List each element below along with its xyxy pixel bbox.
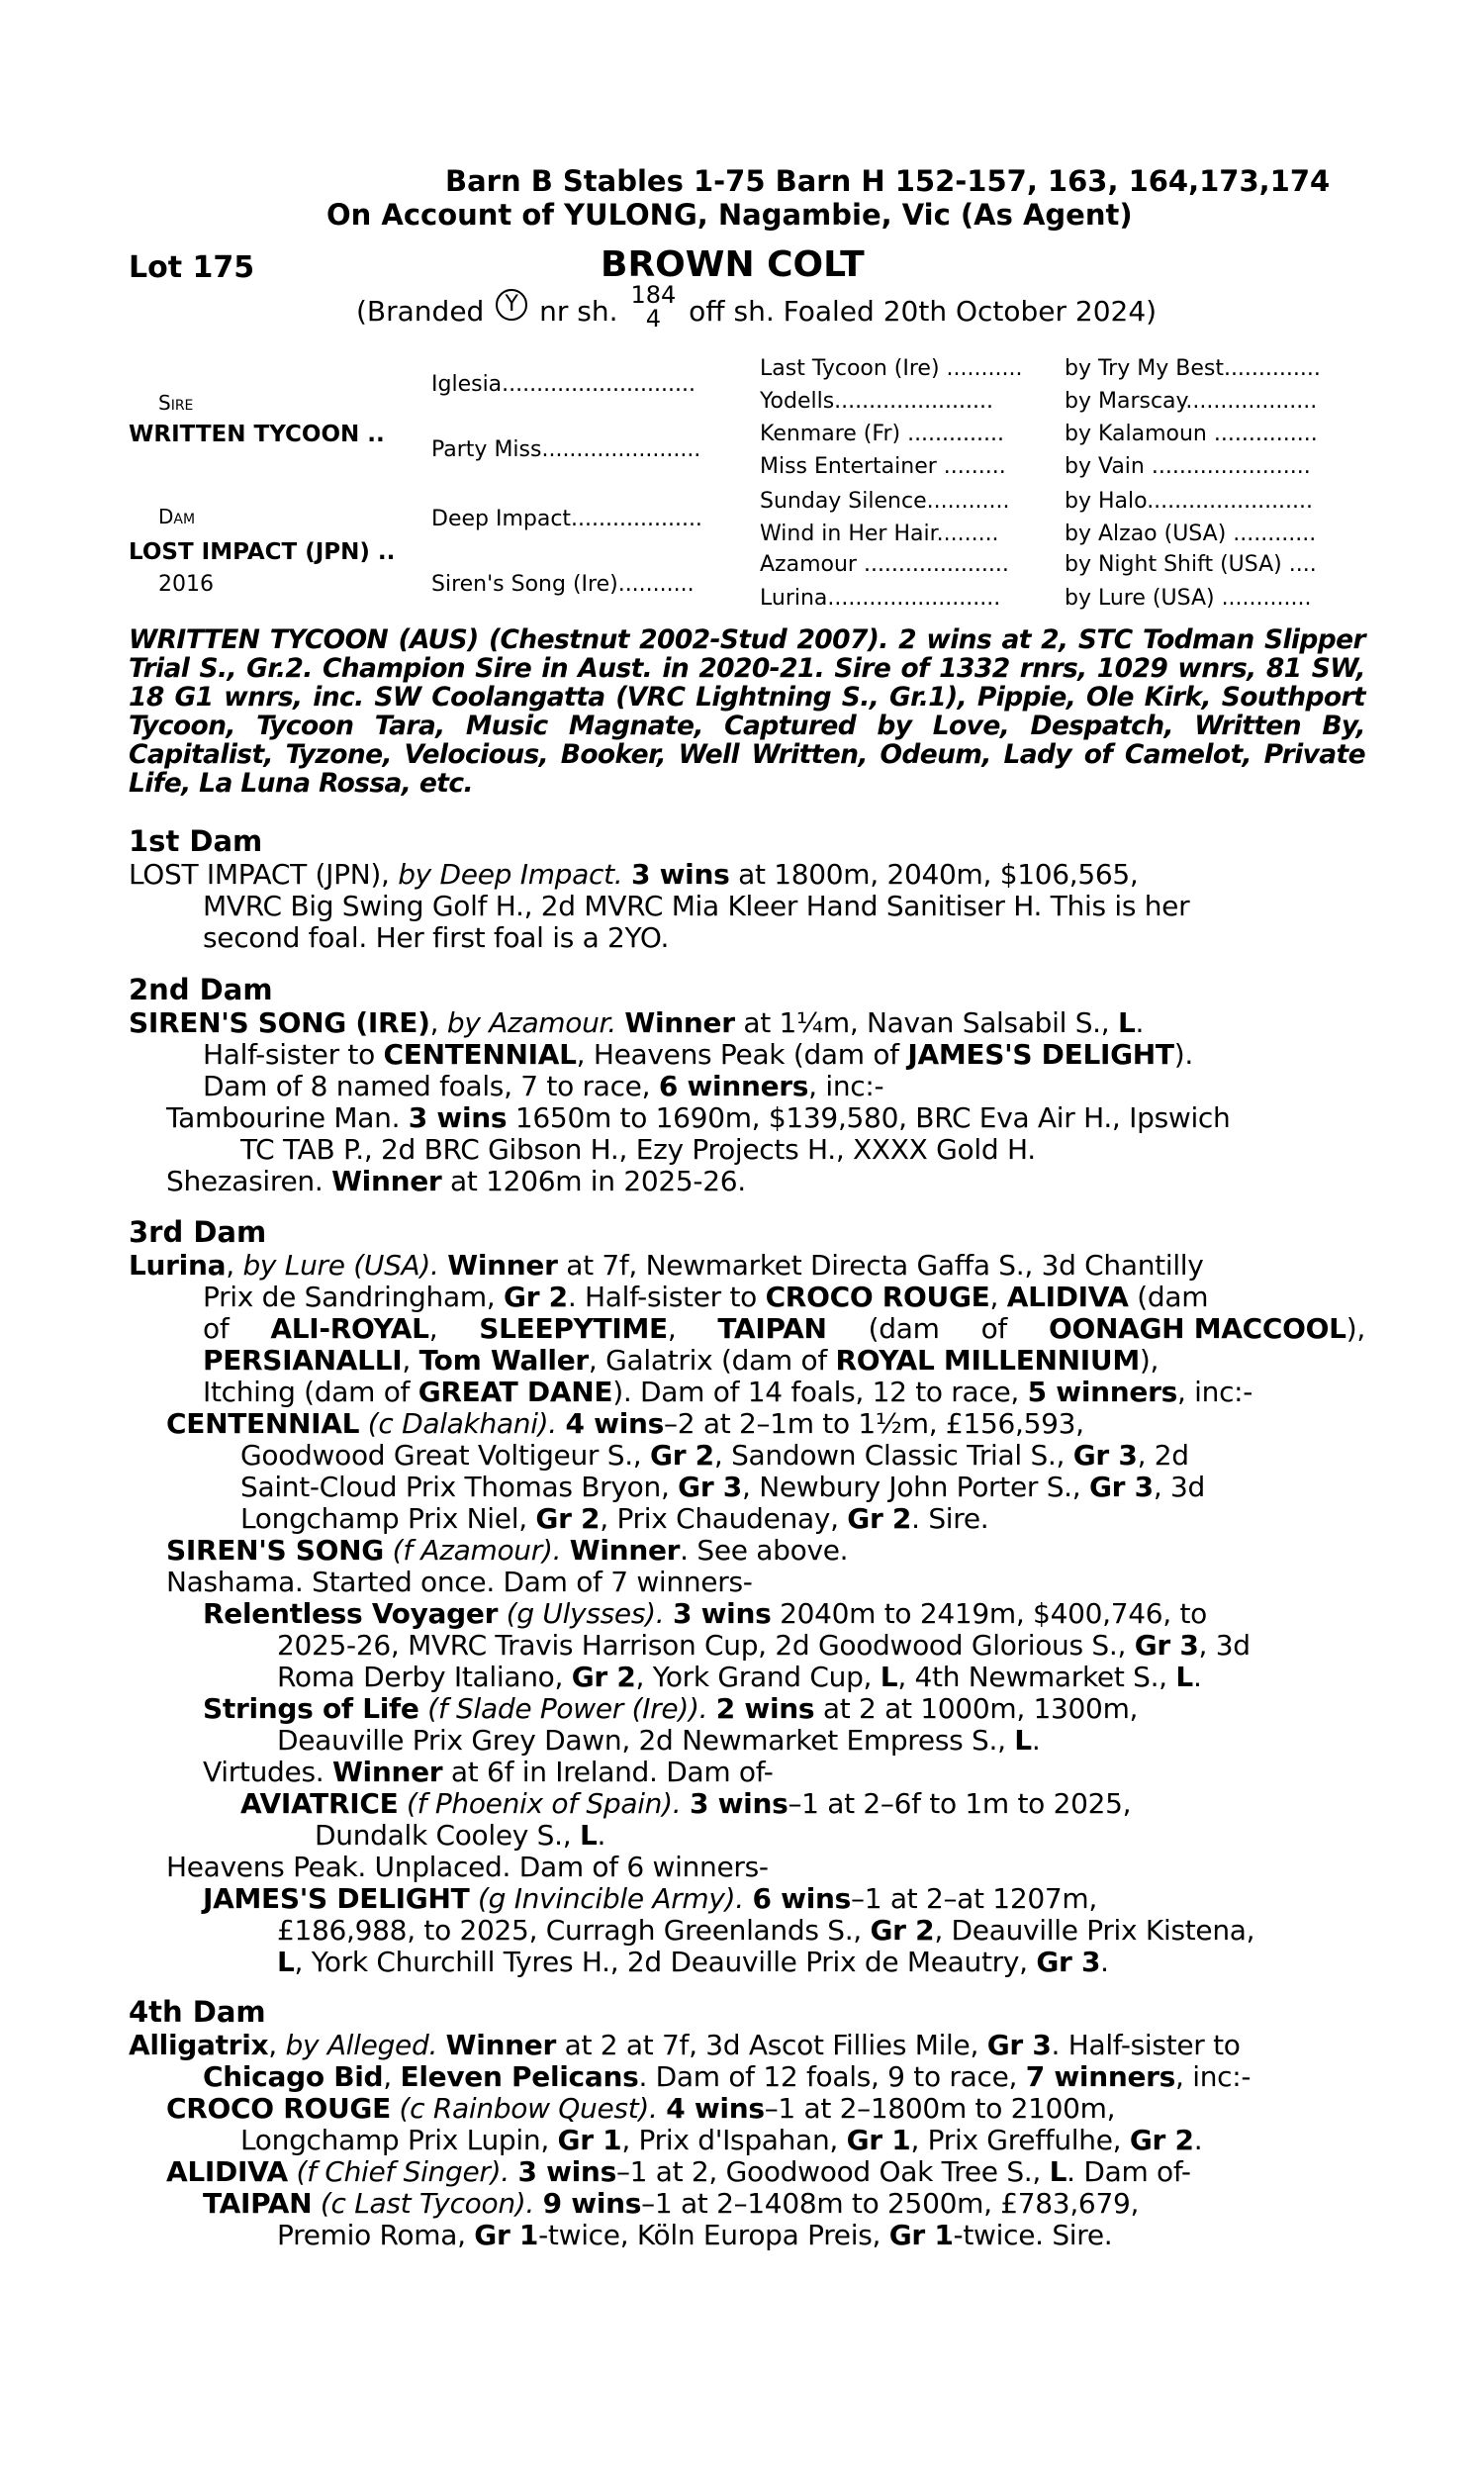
dam3-c4: , — [667, 1312, 677, 1345]
aviatrice-wins: 3 wins — [689, 1787, 788, 1820]
dam3-5w: 5 winners — [1027, 1376, 1177, 1408]
dam3-line1 — [129, 1249, 1204, 1282]
gen4-4: by Vain ....................... — [1065, 454, 1311, 479]
aviatrice-cooley: Dundalk Cooley S., — [315, 1819, 572, 1852]
centennial-line2: Goodwood Great Voltigeur S., Gr 2, Sandown Classic Trial S., Gr 3, 2d — [240, 1439, 1189, 1472]
alidiva-line — [166, 2155, 1191, 2188]
taipan-sire: -twice. Sire. — [953, 2219, 1113, 2251]
centennial-sex: (c Dalakhani). — [367, 1407, 557, 1440]
sirens-song-sex: (f Azamour). — [392, 1534, 562, 1567]
dam3-great: GREAT DANE — [417, 1376, 613, 1408]
taipan-koln: -twice, Köln Europa Preis, — [538, 2219, 881, 2251]
dam3-inc: , inc:- — [1176, 1376, 1253, 1408]
gen4-2: by Marscay................... — [1065, 389, 1318, 414]
dam3-of2: of — [980, 1312, 1007, 1345]
dam3-taipan-wrap — [717, 1312, 826, 1345]
brand-number-bottom: 4 — [645, 305, 661, 333]
section-2nd-dam: 2nd Dam — [129, 973, 273, 1006]
centennial-record: –2 at 2–1m to 1½m, £156,593, — [664, 1407, 1084, 1440]
relentless-record: 2040m to 2419m, $400,746, to — [780, 1597, 1207, 1630]
gen4-7: by Night Shift (USA) .... — [1065, 552, 1317, 577]
dam4-comma: , — [268, 2029, 277, 2061]
alidiva-damof: . Dam of- — [1067, 2155, 1191, 2188]
heavens-peak-line: Heavens Peak. Unplaced. Dam of 6 winners- — [166, 1851, 769, 1883]
taipan-wins: 9 wins — [542, 2187, 642, 2220]
croco-gr2: Gr 2 — [1129, 2124, 1194, 2156]
taipan-gr1a: Gr 1 — [474, 2219, 539, 2251]
croco-gr1b: Gr 1 — [846, 2124, 911, 2156]
dam3-aliroyal: ALI-ROYAL — [270, 1312, 429, 1345]
gen3-3: Kenmare (Fr) .............. — [760, 422, 1004, 446]
virtudes-line — [203, 1756, 774, 1788]
dam2-name: SIREN'S SONG (IRE) — [129, 1006, 430, 1039]
dam4-foals: . Dam of 12 foals, 9 to race, — [638, 2060, 1018, 2093]
shezasiren-winner: Winner — [331, 1165, 442, 1197]
gen4-6: by Alzao (USA) ............ — [1065, 522, 1317, 546]
centennial-gr2a: Gr 2 — [650, 1439, 714, 1472]
dam3-dam14: ). Dam of 14 foals, 12 to race, — [612, 1376, 1020, 1408]
dam4-chicago: Chicago Bid — [203, 2060, 384, 2093]
centennial-sandown: Sandown Classic Trial S., — [731, 1439, 1066, 1472]
sirens-song-see: . See above. — [680, 1534, 849, 1567]
dam3-galatrix: Galatrix (dam of — [605, 1344, 827, 1377]
tambourine-name: Tambourine Man. — [166, 1101, 401, 1134]
dam3-gr2: Gr 2 — [504, 1281, 568, 1313]
gen4-1: by Try My Best.............. — [1065, 356, 1321, 381]
alidiva-L: L — [1049, 2155, 1067, 2188]
dam3-sleepy-wrap — [479, 1312, 676, 1345]
sire-description: WRITTEN TYCOON (AUS) (Chestnut 2002-Stud 2007). 2 wins at 2, STC Todman Slipper Trial S., Gr.2. Champion Sire in Aust. in 2020-21. Sire of 1332 rnrs, 1029 wnrs, 81 SW, 18 G1 wnrs, inc. SW Coolangatta (VRC Lightning S., Gr.1), Pippie, Ole Kirk, Southport Tycoon, Tycoon Tara, Music Magnate, Captured by Love, Despatch, Written By, Capitalist, Tyzone, Velocious, Booker, Well Written, Odeum, Lady of Camelot, Private Life, La Luna Rossa, etc. — [129, 624, 1365, 799]
strings-line2: Deauville Prix Grey Dawn, 2d Newmarket Empress S., L. — [277, 1724, 1041, 1757]
relentless-roma: Roma Derby Italiano, — [277, 1661, 564, 1693]
dam2-heavens: , Heavens Peak (dam of — [576, 1038, 899, 1071]
dam3-c5: , — [402, 1344, 411, 1377]
shezasiren-line — [166, 1165, 746, 1197]
dam3-dam-open: (dam — [1137, 1281, 1209, 1313]
gen3-1: Last Tycoon (Ire) ........... — [760, 356, 1023, 381]
dam2-close: ). — [1173, 1038, 1193, 1071]
brand-number-top: 184 — [630, 281, 677, 309]
dam4-gr3: Gr 3 — [986, 2029, 1052, 2061]
aviatrice-line2: Dundalk Cooley S., L. — [315, 1819, 606, 1852]
relentless-line3: Roma Derby Italiano, Gr 2, York Grand Cup, L, 4th Newmarket S., L. — [277, 1661, 1202, 1693]
brand-line — [356, 281, 1158, 336]
gen3-8: Lurina......................... — [760, 586, 1001, 611]
gen3-5: Sunday Silence............ — [760, 489, 1010, 514]
alidiva-wins: 3 wins — [517, 2155, 616, 2188]
dam2-winner: Winner — [624, 1006, 735, 1039]
tambourine-line1 — [166, 1101, 1230, 1134]
taipan-line1 — [203, 2187, 1139, 2220]
jd-kistena: , Deauville Prix Kistena, — [934, 1914, 1255, 1947]
dam2-sire: by Azamour. — [446, 1006, 616, 1039]
brand-rest: off sh. Foaled 20th October 2024) — [689, 295, 1158, 328]
dam2-jd: JAMES'S DELIGHT — [907, 1038, 1174, 1071]
shezasiren-name: Shezasiren. — [166, 1165, 324, 1197]
centennial-wins: 4 wins — [565, 1407, 665, 1440]
dam-dam: Siren's Song (Ire)........... — [431, 572, 695, 597]
dam4-7w: 7 winners — [1025, 2060, 1176, 2093]
centennial-bryon: Saint-Cloud Prix Thomas Bryon, — [240, 1471, 670, 1503]
section-1st-dam: 1st Dam — [129, 824, 263, 858]
tambourine-record: 1650m to 1690m, $139,580, BRC Eva Air H., Ipswich — [514, 1101, 1231, 1134]
brand-open: (Branded — [356, 295, 485, 328]
dam3-aliroyal-wrap — [270, 1312, 437, 1345]
sire-name: WRITTEN TYCOON .. — [129, 422, 385, 447]
relentless-sex: (g Ulysses). — [506, 1597, 665, 1630]
dam2-halfsister-label: Half-sister to — [203, 1038, 375, 1071]
centennial-gr3a: Gr 3 — [1072, 1439, 1138, 1472]
dam3-c6: , — [588, 1344, 598, 1377]
section-4th-dam: 4th Dam — [129, 1995, 266, 2029]
dam3-persian: PERSIANALLI — [203, 1344, 403, 1377]
croco-name: CROCO ROUGE — [166, 2092, 391, 2125]
dam4-record: at 2 at 7f, 3d Ascot Fillies Mile, — [564, 2029, 979, 2061]
croco-line1 — [166, 2092, 1115, 2125]
dam1-line1 — [129, 858, 1139, 891]
dam3-paren: (dam — [868, 1312, 940, 1345]
dam3-tom: Tom Waller — [418, 1344, 589, 1377]
dam3-oonagh: OONAGH MACCOOL — [1048, 1312, 1346, 1345]
dam-sire: Deep Impact................... — [431, 507, 702, 531]
aviatrice-L: L — [579, 1819, 598, 1852]
relentless-line2: 2025-26, MVRC Travis Harrison Cup, 2d Goodwood Glorious S., Gr 3, 3d — [277, 1629, 1251, 1662]
dam4-line2: Chicago Bid, Eleven Pelicans. Dam of 12 foals, 9 to race, 7 winners, inc:- — [203, 2060, 1252, 2093]
relentless-name: Relentless Voyager — [203, 1597, 499, 1630]
dam2-foals: Dam of 8 named foals, 7 to race, — [203, 1070, 651, 1102]
dam3-alidiva: ALIDIVA — [1006, 1281, 1129, 1313]
centennial-line4: Longchamp Prix Niel, Gr 2, Prix Chaudenay, Gr 2. Sire. — [240, 1502, 989, 1535]
dam1-name: LOST IMPACT (JPN), — [129, 858, 390, 891]
jd-line3: L, York Churchill Tyres H., 2d Deauville Prix de Meautry, Gr 3. — [277, 1946, 1109, 1978]
jd-line1 — [203, 1882, 1097, 1915]
dam4-name: Alligatrix — [129, 2029, 269, 2061]
relentless-wins: 3 wins — [672, 1597, 772, 1630]
centennial-line3: Saint-Cloud Prix Thomas Bryon, Gr 3, Newbury John Porter S., Gr 3, 3d — [240, 1471, 1206, 1503]
gen3-6: Wind in Her Hair......... — [760, 522, 999, 546]
relentless-3d: 3d — [1215, 1629, 1251, 1662]
dam3-croco: CROCO ROUGE — [765, 1281, 990, 1313]
dam2-inc: , inc:- — [808, 1070, 884, 1102]
dam3-line5 — [203, 1376, 1252, 1408]
strings-name: Strings of Life — [203, 1692, 419, 1725]
dam2-line2 — [203, 1038, 1193, 1071]
lot-number: Lot 175 — [129, 250, 255, 285]
jd-gr3: Gr 3 — [1036, 1946, 1101, 1978]
gen3-4: Miss Entertainer ......... — [760, 454, 1006, 479]
gen4-8: by Lure (USA) ............. — [1065, 586, 1312, 611]
jd-line2 — [277, 1914, 1254, 1947]
alidiva-sex: (f Chief Singer). — [296, 2155, 510, 2188]
dam3-record: at 7f, Newmarket Directa Gaffa S., 3d Chantilly — [566, 1249, 1204, 1282]
brand-mark-icon: Y — [496, 289, 527, 321]
sale-location: Barn B Stables 1-75 Barn H 152-157, 163, 164,173,174 — [445, 164, 1331, 198]
dam2-comma: , — [429, 1006, 439, 1039]
sirens-song-line — [166, 1534, 848, 1567]
strings-deauville: Deauville Prix Grey Dawn, 2d Newmarket Empress S., — [277, 1724, 1006, 1757]
centennial-niel: Longchamp Prix Niel, — [240, 1502, 527, 1535]
dam3-comma2: , — [989, 1281, 999, 1313]
jd-york: , York Churchill Tyres H., 2d Deauville Prix de Meautry, — [294, 1946, 1028, 1978]
dam3-c3: , — [428, 1312, 438, 1345]
strings-sex: (f Slade Power (Ire)). — [427, 1692, 708, 1725]
relentless-L1: L — [880, 1661, 898, 1693]
centennial-chaudenay: Prix Chaudenay, — [616, 1502, 839, 1535]
shezasiren-record: at 1206m in 2025-26. — [450, 1165, 746, 1197]
centennial-name: CENTENNIAL — [166, 1407, 360, 1440]
strings-L: L — [1014, 1724, 1032, 1757]
grandsire: Iglesia............................ — [431, 372, 696, 397]
brand-nr: nr sh. — [539, 295, 618, 328]
jd-gr2: Gr 2 — [870, 1914, 935, 1947]
virtudes-record: at 6f in Ireland. Dam of- — [450, 1756, 774, 1788]
taipan-record: –1 at 2–1408m to 2500m, £783,679, — [641, 2187, 1140, 2220]
dam3-line3 — [203, 1312, 1365, 1345]
aviatrice-record: –1 at 2–6f to 1m to 2025, — [788, 1787, 1132, 1820]
dam3-sleepy: SLEEPYTIME — [479, 1312, 668, 1345]
taipan-roma: Premio Roma, — [277, 2219, 466, 2251]
relentless-gr2: Gr 2 — [571, 1661, 636, 1693]
centennial-gr2c: Gr 2 — [847, 1502, 912, 1535]
centennial-gr2b: Gr 2 — [535, 1502, 601, 1535]
dam3-itching: Itching (dam of — [203, 1376, 411, 1408]
croco-record: –1 at 2–1800m to 2100m, — [764, 2092, 1116, 2125]
relentless-york: , York Grand Cup, — [635, 1661, 873, 1693]
nashama-line: Nashama. Started once. Dam of 7 winners- — [166, 1566, 753, 1598]
dam1-wins: 3 wins — [630, 858, 730, 891]
dam3-line4: PERSIANALLI, Tom Waller, Galatrix (dam of ROYAL MILLENNIUM), — [203, 1344, 1159, 1377]
dam2-winners: 6 winners — [658, 1070, 809, 1102]
relentless-travis: 2025-26, MVRC Travis Harrison Cup, 2d Goodwood Glorious S., — [277, 1629, 1127, 1662]
dam4-line1 — [129, 2029, 1241, 2061]
virtudes-winner: Winner — [331, 1756, 443, 1788]
sire-label: Sire — [158, 391, 194, 415]
centennial-gr3c: Gr 3 — [1088, 1471, 1154, 1503]
centennial-voltigeur: Goodwood Great Voltigeur S., — [240, 1439, 642, 1472]
jd-L: L — [277, 1946, 295, 1978]
gen4-5: by Halo........................ — [1065, 489, 1314, 514]
strings-wins: 2 wins — [715, 1692, 815, 1725]
dam3-comma: , — [226, 1249, 234, 1282]
dam1-line2: MVRC Big Swing Golf H., 2d MVRC Mia Kleer Hand Sanitiser H. This is her — [203, 890, 1190, 922]
gen3-2: Yodells....................... — [760, 389, 994, 414]
dam1-record: at 1800m, 2040m, $106,565, — [738, 858, 1139, 891]
dam2-listed: L — [1118, 1006, 1136, 1039]
aviatrice-name: AVIATRICE — [240, 1787, 399, 1820]
relentless-gr3: Gr 3 — [1134, 1629, 1199, 1662]
alidiva-name: ALIDIVA — [166, 2155, 288, 2188]
dam1-line3: second foal. Her first foal is a 2YO. — [203, 921, 670, 954]
sirens-song-winner: Winner — [569, 1534, 681, 1567]
dam3-of: of — [203, 1312, 230, 1345]
jd-wins: 6 wins — [752, 1882, 851, 1915]
centennial-2d: 2d — [1154, 1439, 1189, 1472]
centennial-3d: 3d — [1170, 1471, 1206, 1503]
dam4-sire: by Alleged. — [285, 2029, 438, 2061]
tambourine-line2: TC TAB P., 2d BRC Gibson H., Ezy Projects H., XXXX Gold H. — [240, 1133, 1036, 1166]
croco-lupin: Longchamp Prix Lupin, — [240, 2124, 549, 2156]
jd-record: –1 at 2–at 1207m, — [851, 1882, 1097, 1915]
strings-line1 — [203, 1692, 1138, 1725]
strings-record: at 2 at 1000m, 1300m, — [822, 1692, 1139, 1725]
brand-number — [630, 283, 676, 331]
dam4-winner: Winner — [445, 2029, 557, 2061]
jd-greenlands: £186,988, to 2025, Curragh Greenlands S., — [277, 1914, 862, 1947]
dam2-line1 — [129, 1006, 1144, 1039]
centennial-line1 — [166, 1407, 1084, 1440]
dam4-eleven: Eleven Pelicans — [400, 2060, 639, 2093]
foaling-year: 2016 — [158, 572, 214, 597]
dam3-sandringham: Prix de Sandringham, — [203, 1281, 496, 1313]
aviatrice-line1 — [240, 1787, 1131, 1820]
croco-greffulhe: , Prix Greffulhe, — [910, 2124, 1122, 2156]
lot-title: BROWN COLT — [601, 244, 865, 285]
dam-label: Dam — [158, 505, 196, 528]
vendor-line: On Account of YULONG, Nagambie, Vic (As Agent) — [326, 198, 1133, 232]
centennial-sire: Sire. — [928, 1502, 989, 1535]
centennial-porter: Newbury John Porter S., — [759, 1471, 1081, 1503]
jd-name: JAMES'S DELIGHT — [203, 1882, 470, 1915]
taipan-sex: (c Last Tycoon). — [320, 2187, 535, 2220]
section-3rd-dam: 3rd Dam — [129, 1215, 267, 1249]
sire-dam: Party Miss....................... — [431, 437, 701, 462]
aviatrice-sex: (f Phoenix of Spain). — [407, 1787, 682, 1820]
dam3-line2 — [203, 1281, 1208, 1313]
gen4-3: by Kalamoun ............... — [1065, 422, 1318, 446]
relentless-newmarket: , 4th Newmarket S., — [897, 1661, 1167, 1693]
dam3-taipan: TAIPAN — [717, 1312, 827, 1345]
taipan-gr1b: Gr 1 — [888, 2219, 954, 2251]
croco-ispahan: , Prix d'Ispahan, — [621, 2124, 839, 2156]
taipan-line2 — [277, 2219, 1112, 2251]
croco-gr1a: Gr 1 — [557, 2124, 622, 2156]
alidiva-record: –1 at 2, Goodwood Oak Tree S., — [615, 2155, 1041, 2188]
dam2-centennial: CENTENNIAL — [383, 1038, 577, 1071]
dam4-inc: , inc:- — [1175, 2060, 1252, 2093]
dam3-half: . Half-sister to — [567, 1281, 757, 1313]
relentless-L2: L — [1175, 1661, 1193, 1693]
jd-sex: (g Invincible Army). — [478, 1882, 744, 1915]
centennial-gr3b: Gr 3 — [678, 1471, 742, 1503]
taipan-name: TAIPAN — [203, 2187, 313, 2220]
dam2-period: . — [1135, 1006, 1145, 1039]
croco-wins: 4 wins — [666, 2092, 765, 2125]
relentless-line1 — [203, 1597, 1207, 1630]
dam4-half: . Half-sister to — [1051, 2029, 1241, 2061]
dam3-name: Lurina — [129, 1249, 227, 1282]
dam3-sire: by Lure (USA). — [242, 1249, 439, 1282]
dam2-record: at 1¼m, Navan Salsabil S., — [743, 1006, 1110, 1039]
tambourine-wins: 3 wins — [408, 1101, 508, 1134]
dam-name: LOST IMPACT (JPN) .. — [129, 539, 396, 565]
croco-line2: Longchamp Prix Lupin, Gr 1, Prix d'Ispahan, Gr 1, Prix Greffulhe, Gr 2. — [240, 2124, 1203, 2156]
dam3-oonagh-wrap: OONAGH MACCOOL), — [1048, 1312, 1365, 1345]
dam3-winner: Winner — [447, 1249, 558, 1282]
dam1-sire: by Deep Impact. — [398, 858, 623, 891]
virtudes-name: Virtudes. — [203, 1756, 325, 1788]
sirens-song-name: SIREN'S SONG — [166, 1534, 384, 1567]
croco-sex: (c Rainbow Quest). — [399, 2092, 658, 2125]
dam3-royal: ROYAL MILLENNIUM — [835, 1344, 1140, 1377]
dam2-line3 — [203, 1070, 883, 1102]
gen3-7: Azamour ..................... — [760, 552, 1009, 577]
